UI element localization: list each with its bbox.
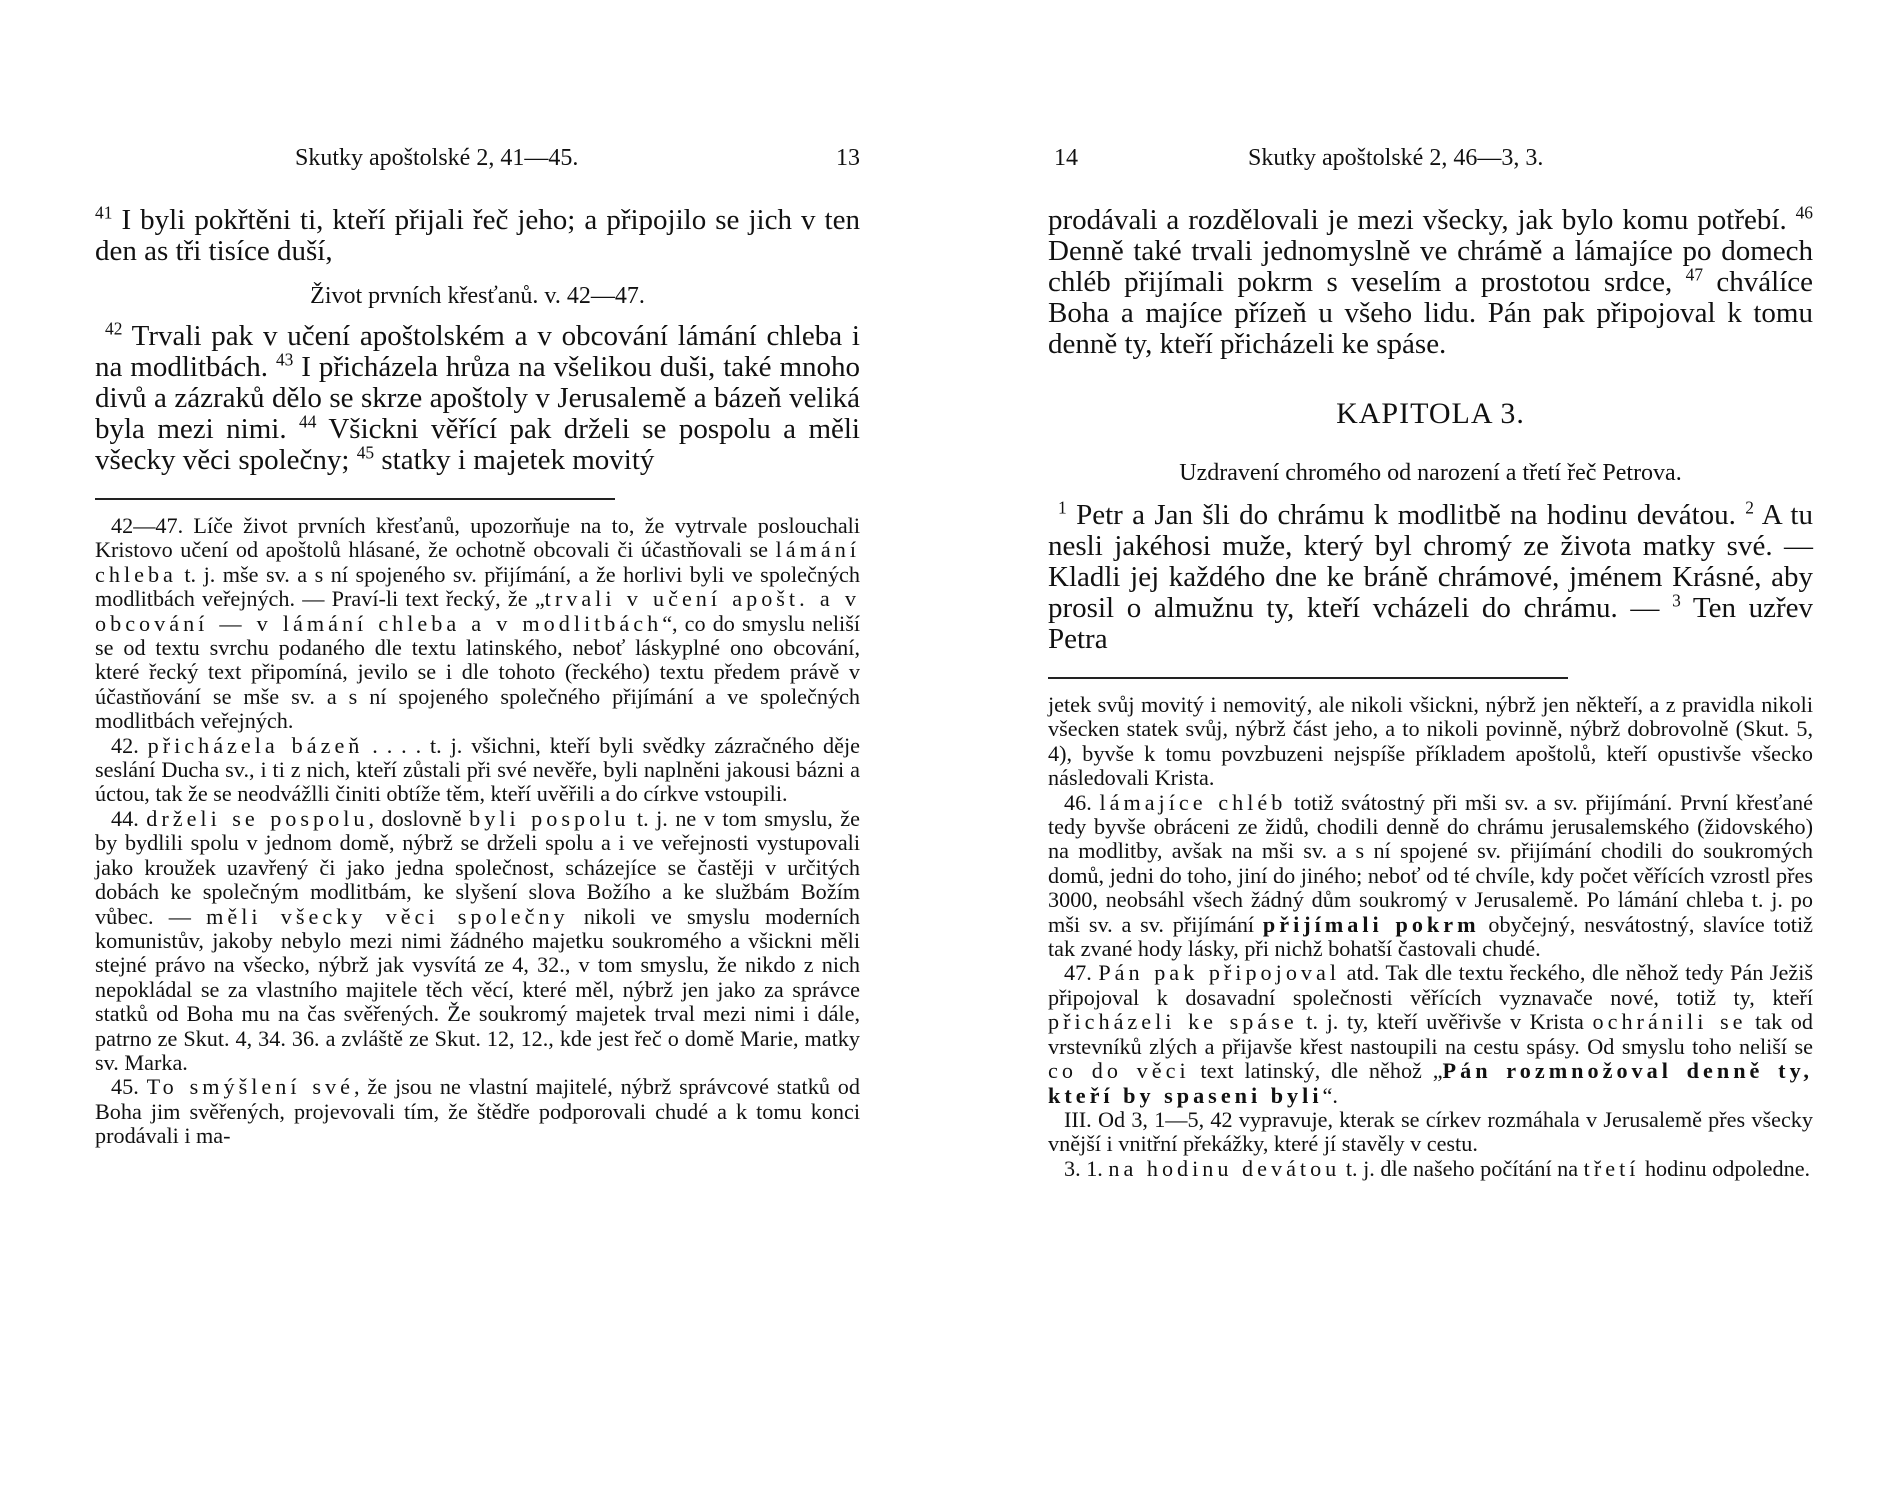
note-emphasis: měli všecky věci společny xyxy=(206,903,569,929)
note-text: 42. xyxy=(111,732,148,758)
verse-text: statky i majetek movitý xyxy=(374,444,655,476)
note-emphasis: přijímali pokrm xyxy=(1262,911,1480,937)
footnote-42 xyxy=(95,734,860,807)
verse-number: 46 xyxy=(1795,202,1813,223)
verse-number: 45 xyxy=(356,442,375,463)
footnote-continuation: jetek svůj movitý i nemovitý, ale nikoli všickni, nýbrž jen někteří, a z pravidla nikoli všecken statek svůj, nýbrž část jeho, a to nikoli povinně, nýbrž dobrovolně (Skut. 5, 4), byvše k tomu povzbuzeni nejspíše příkladem apoštolů, kteří opustivše všecko následovali Krista. xyxy=(1048,692,1813,791)
verse-text: I přicházela hrůza na všelikou duši, také mnoho divů a zázraků dělo se skrze apoštoly v Jerusalemě a bázeň veliká byla mezi nimi. xyxy=(95,351,861,445)
footnote-45 xyxy=(95,1075,860,1148)
note-emphasis: Pán pak připojoval xyxy=(1098,960,1341,986)
chapter-3-verses xyxy=(1048,497,1814,655)
left-running-title: Skutky apoštolské 2, 41—45. xyxy=(295,145,579,171)
footnote-3-1 xyxy=(1048,1157,1813,1181)
right-running-head xyxy=(1048,143,1813,173)
note-text: t. j. ne v tom smyslu, že by bydlili spolu v jednom domě, nýbrž se drželi spolu a i ve veřejnosti vystupovali jako kroužek uzavřený či jako jedna společnost, scházejíce se častěji v určitých dobách ke společným modlitbám, ke slyšení slova Božího a ke službám Božím vůbec. — xyxy=(95,805,860,929)
note-emphasis: přicházela bázeň xyxy=(147,732,364,758)
footnote-47 xyxy=(1048,961,1813,1107)
note-text: , doslovně xyxy=(368,805,470,831)
verse-number: 43 xyxy=(275,349,294,370)
footnote-44 xyxy=(95,807,860,1075)
verse-text: Denně také trvali jednomyslně ve chrámě a lámajíce po domech chléb přijímali pokrm s veselím a prostotou srdce, xyxy=(1048,235,1813,298)
note-text: text latinský, dle něhož „ xyxy=(1189,1058,1443,1084)
verse-number: 1 xyxy=(1058,497,1067,518)
note-text: t. j. dle našeho počítání na xyxy=(1340,1155,1584,1181)
verse-number: 2 xyxy=(1745,497,1754,518)
verses-42-45 xyxy=(95,318,861,476)
note-text: , že jsou ne vlastní majitelé, nýbrž správcové statků od Boha jim svěřených, projevovali tím, že štědře podporovali chudé a k tomu konci prodávali i ma- xyxy=(95,1074,860,1149)
note-emphasis: ochránili se xyxy=(1592,1009,1747,1035)
chapter-subtitle: Uzdravení chromého od narození a třetí řeč Petrova. xyxy=(1179,460,1682,486)
left-content xyxy=(95,202,861,1149)
verse-41 xyxy=(95,202,860,267)
note-text: nikoli ve smyslu moderních komunistův, jakoby nebylo mezi nimi žádného majetku soukromého a všickni měli stejné právo na všecko, nýbrž jak vysvítá ze 4, 32., v tom smyslu, že nikdo z nich nepokládal se za vlastního majitele těch věcí, které měl, nýbrž jen jako za správce statků od Boha mu na čas svěřených. Že soukromý majetek trval mezi nimi i dále, patrno ze Skut. 4, 34. 36. a zvláště ze Skut. 12, 12., kde jest řeč o domě Marie, matky sv. Marka. xyxy=(95,903,860,1075)
verse-text: Petr a Jan šli do chrámu k modlitbě na hodinu devátou. xyxy=(1066,499,1746,531)
verses-46-47 xyxy=(1048,202,1813,360)
left-page-number: 13 xyxy=(836,145,860,171)
footnote-divider xyxy=(1048,677,1568,679)
note-emphasis: na hodinu devátou xyxy=(1108,1155,1341,1181)
note-text: t. j. mše sv. a s ní spojeného sv. přijímání, a že horlivi byli ve společných modlitbách veřejných. — Praví-li text řecký, že „ xyxy=(95,561,860,612)
note-emphasis: drželi se pospolu xyxy=(146,805,369,831)
note-text: 45. xyxy=(111,1074,147,1100)
section-heading: Život prvních křesťanů. v. 42—47. xyxy=(310,283,645,309)
note-text: obyčejný, nesvátostný, slavíce totiž tak zvané hody lásky, při nichž bohatší častovali chudé. xyxy=(1048,911,1813,962)
note-emphasis: To smýšlení své xyxy=(146,1074,354,1100)
note-text: . . . . t. j. všichni, kteří byli svědky zázračného děje seslání Ducha sv., i ti z nich, kteří zůstali při své nevěře, byli naplněni jakousi bázni a úctou, tak že se neodvážlli činiti obtíže těm, kteří uvěřili a do církve vstoupili. xyxy=(95,732,860,807)
note-text: “, co do smyslu neliší se od textu svrchu podaného dle textu latinského, neboť láskyplné ono obcování, které řecký text připomíná, jevilo se i dle tohoto (řeckého) textu předem právě v účastňování se mše sv. a s ní spojeného společného přijímání a ve společných modlitbách veřejných. xyxy=(95,610,860,734)
verse-text: Trvali pak v učení apoštolském a v obcování lámání chleba i na modlitbách. xyxy=(95,320,860,383)
verse-number: 47 xyxy=(1685,264,1704,285)
note-emphasis: Pán rozmnožoval denně ty, kteří by spaseni byli xyxy=(1048,1058,1813,1108)
right-content xyxy=(1048,202,1814,1181)
note-text: 47. xyxy=(1064,960,1099,986)
verse-number: 42 xyxy=(105,318,123,339)
chapter-title: KAPITOLA 3. xyxy=(1336,397,1525,430)
right-running-title: Skutky apoštolské 2, 46—3, 3. xyxy=(1248,145,1544,171)
note-text: hodinu odpoledne. xyxy=(1639,1155,1811,1181)
footnote-III: III. Od 3, 1—5, 42 vypravuje, kterak se církev rozmáhala v Jerusalemě přes všecky vnější i vnitřní překážky, které jí stavěly v cestu. xyxy=(1048,1106,1813,1157)
verse-number: 44 xyxy=(299,411,317,432)
note-text: 44. xyxy=(111,805,147,831)
note-emphasis: co do věci xyxy=(1048,1058,1190,1084)
note-text: “. xyxy=(1322,1082,1338,1108)
footnote-42-47 xyxy=(95,514,860,734)
verse-number: 3 xyxy=(1672,590,1681,611)
note-text: tak od vrstevníků zlých a přijavše křest nastoupili na cestu spásy. Od smyslu toho neliší se xyxy=(1048,1009,1813,1059)
verse-text: Všickni věřící pak drželi se pospolu a měli všecky věci společny; xyxy=(95,413,860,476)
note-emphasis: byli pospolu xyxy=(469,805,630,831)
note-text: 3. 1. xyxy=(1064,1155,1109,1181)
verse-text: prodávali a rozdělovali je mezi všecky, jak bylo komu potřebí. xyxy=(1048,204,1796,236)
note-text: 46. xyxy=(1064,789,1100,815)
note-text: atd. Tak dle textu řeckého, dle něhož tedy Pán Ježiš připojoval k dosavadní společnosti věřících vyznavače nové, totiž ty, kteří xyxy=(1048,960,1814,1010)
footnote-divider xyxy=(95,498,615,500)
verse-text: Ten uzřev Petra xyxy=(1048,592,1814,655)
note-text: t. j. ty, kteří uvěřivše v Krista xyxy=(1297,1009,1593,1035)
verse-text: A tu nesli jakéhosi muže, který byl chromý ze života matky své. — Kladli jej každého dne ke bráně chrámové, jménem Krásné, aby prosil o almužnu ty, kteří vcházeli do chrámu. — xyxy=(1048,499,1813,624)
verse-text: I byli pokřtěni ti, kteří přijali řeč jeho; a připojilo se jich v ten den as tři tisíce duší, xyxy=(95,204,860,267)
note-emphasis: třetí xyxy=(1583,1155,1640,1181)
right-page-number: 14 xyxy=(1054,145,1078,171)
note-text: 42—47. Líče život prvních křesťanů, upozorňuje na to, že vytrvale poslouchali Kristovo učení od apoštolů hlásané, že ochotně obcovali či účastňovali se xyxy=(95,513,860,563)
note-emphasis: trvali v učení apošt. a v obcování — v lámání chleba a v modlitbách xyxy=(95,586,860,636)
note-emphasis: lámajíce chléb xyxy=(1099,789,1287,815)
verse-number: 41 xyxy=(95,202,113,223)
note-emphasis: přicházeli ke spáse xyxy=(1048,1009,1298,1035)
left-running-head xyxy=(95,143,860,173)
footnote-46 xyxy=(1048,791,1813,962)
verse-text: chválíce Boha a majíce přízeň u všeho lidu. Pán pak připojoval k tomu denně ty, kteří přicházeli ke spáse. xyxy=(1048,266,1813,360)
note-emphasis: lámání chleba xyxy=(95,537,860,587)
note-text: totiž svátostný při mši sv. a sv. přijímání. První křesťané tedy byvše obráceni ze židů, chodili denně do chrámu jerusalemského (židovského) na modlitby, avšak na mši sv. a s ní spojené sv. přijímání chodili do soukromých domů, jedni do toho, jiní do jiného; neboť od té chvíle, kdy počet věřících vzrostl přes 3000, neobsáhl všech žádný dům soukromý v Jerusalemě. Po lámání chleba t. j. po mši sv. a sv. přijímání xyxy=(1048,789,1813,937)
